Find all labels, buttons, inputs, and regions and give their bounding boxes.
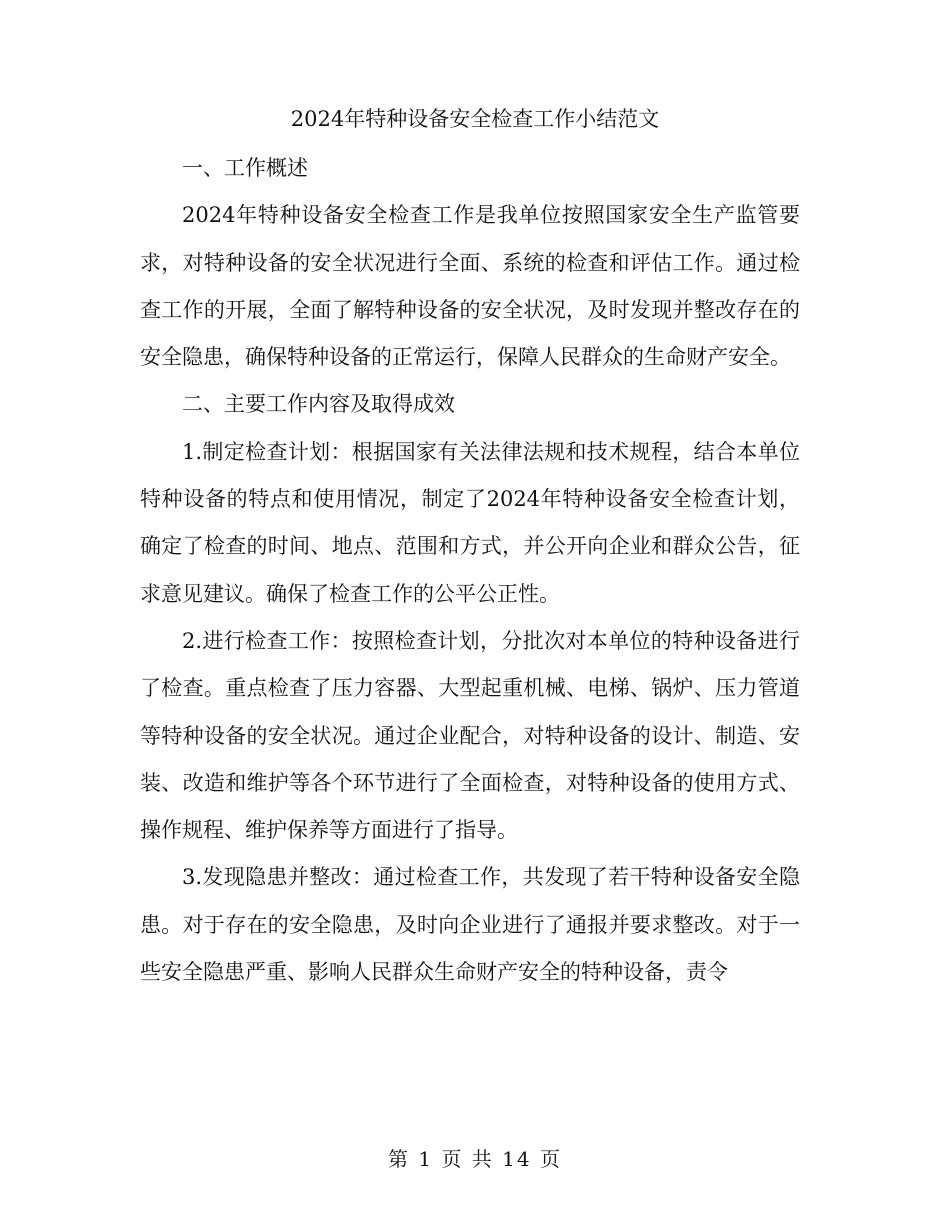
section-heading-main-work: 二、主要工作内容及取得成效 <box>182 392 455 417</box>
section-heading-overview: 一、工作概述 <box>182 156 308 180</box>
document-body <box>140 145 800 996</box>
paragraph-overview: 2024年特种设备安全检查工作是我单位按照国家安全生产监管要求，对特种设备的安全状况进行全面、系统的检查和评估工作。通过检查工作的开展，全面了解特种设备的安全状况，及时发现并整改存在的安全隐患，确保特种设备的正常运行，保障人民群众的生命财产安全。 <box>140 203 800 370</box>
paragraph-item-1: 1.制定检查计划：根据国家有关法律法规和技术规程，结合本单位特种设备的特点和使用情况，制定了2024年特种设备安全检查计划，确定了检查的时间、地点、范围和方式，并公开向企业和群众公告，征求意见建议。确保了检查工作的公平公正性。 <box>140 439 800 606</box>
document-title: 2024年特种设备安全检查工作小结范文 <box>290 107 660 131</box>
paragraph-item-3: 3.发现隐患并整改：通过检查工作，共发现了若干特种设备安全隐患。对于存在的安全隐患，及时向企业进行了通报并要求整改。对于一些安全隐患严重、影响人民群众生命财产安全的特种设备，责令 <box>140 865 800 985</box>
page-number-footer: 第 1 页 共 14 页 <box>388 1147 562 1171</box>
paragraph-item-2: 2.进行检查工作：按照检查计划，分批次对本单位的特种设备进行了检查。重点检查了压力容器、大型起重机械、电梯、锅炉、压力管道等特种设备的安全状况。通过企业配合，对特种设备的设计、制造、安装、改造和维护等各个环节进行了全面检查，对特种设备的使用方式、操作规程、维护保养等方面进行了指导。 <box>140 628 800 843</box>
